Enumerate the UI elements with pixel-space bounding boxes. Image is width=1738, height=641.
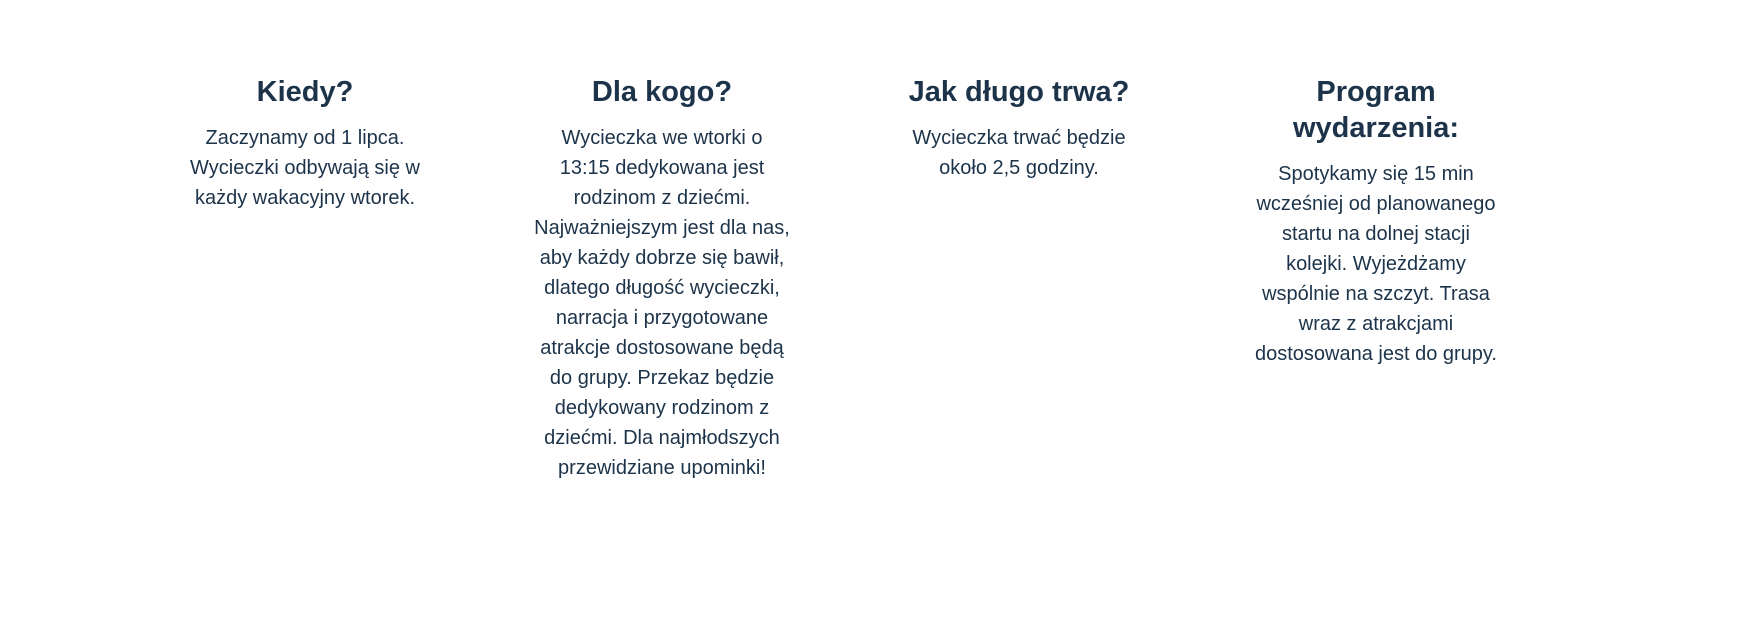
info-column-text: Spotykamy się 15 min wcześniej od planowanego startu na dolnej stacji kolejki. Wyjeżdżamy wspólnie na szczyt. Trasa wraz z atrakcjami dostosowana jest do grupy. bbox=[1254, 163, 1497, 365]
info-column-program bbox=[1246, 74, 1506, 369]
info-column-text: Wycieczka trwać będzie około 2,5 godziny. bbox=[912, 127, 1126, 179]
info-columns bbox=[0, 74, 1738, 614]
info-column-duration bbox=[889, 74, 1149, 183]
info-column-title: Program wydarzenia: bbox=[1293, 76, 1459, 144]
info-column-text: Zaczynamy od 1 lipca. Wycieczki odbywają się w każdy wakacyjny wtorek. bbox=[190, 127, 420, 209]
info-column-title: Kiedy? bbox=[256, 76, 354, 108]
info-column-when bbox=[175, 74, 435, 213]
info-column-title: Dla kogo? bbox=[591, 76, 733, 108]
info-column-text: Wycieczka we wtorki o 13:15 dedykowana jest rodzinom z dziećmi. Najważniejszym jest dla nas, aby każdy dobrze się bawił, dlatego długość wycieczki, narracja i przygotowane atrakcje dostosowane będą do grupy. Przekaz będzie dedykowany rodzinom z dziećmi. Dla najmłodszych przewidziane upominki! bbox=[534, 127, 790, 479]
info-column-for-whom bbox=[532, 74, 792, 483]
info-column-title: Jak długo trwa? bbox=[908, 76, 1130, 108]
